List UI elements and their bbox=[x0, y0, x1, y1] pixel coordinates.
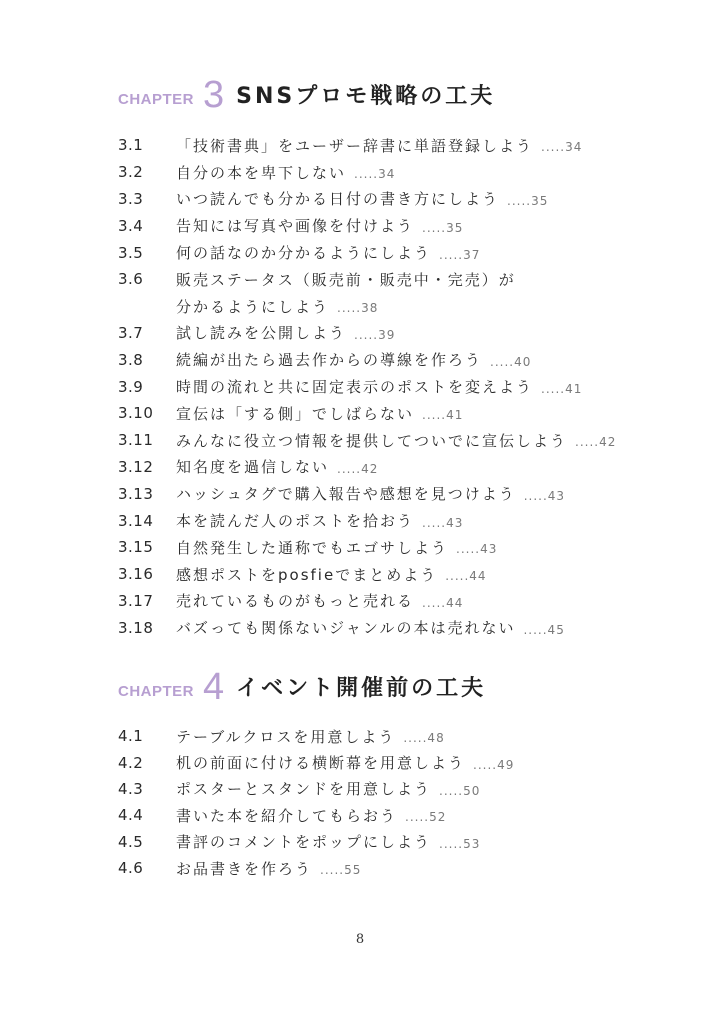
section-page: .....39 bbox=[354, 327, 396, 342]
section-number: 4.3 bbox=[118, 779, 144, 798]
section-number: 4.2 bbox=[118, 753, 144, 772]
section-number: 3.15 bbox=[118, 538, 154, 557]
section-title: 机の前面に付ける横断幕を用意しよう bbox=[176, 754, 466, 773]
chapter-label: CHAPTER bbox=[118, 683, 195, 700]
section-title: 続編が出たら過去作からの導線を作ろう bbox=[176, 351, 483, 370]
section-title: バズっても関係ないジャンルの本は売れない bbox=[176, 619, 516, 638]
section-page: .....42 bbox=[575, 435, 617, 450]
toc-entry[interactable] bbox=[118, 132, 616, 159]
section-number: 3.2 bbox=[118, 163, 144, 182]
section-title: 試し読みを公開しよう bbox=[176, 324, 347, 343]
section-title: いつ読んでも分かる日付の書き方にしよう bbox=[176, 190, 500, 209]
section-page: .....34 bbox=[541, 140, 583, 155]
section-page: .....44 bbox=[422, 595, 464, 610]
section-title: 時間の流れと共に固定表示のポストを変えよう bbox=[176, 378, 534, 397]
section-number: 3.16 bbox=[118, 565, 154, 584]
chapter-number: 3 bbox=[203, 74, 225, 116]
chapter-number: 4 bbox=[203, 666, 225, 708]
section-title: 感想ポストをposfieでまとめよう bbox=[176, 565, 438, 584]
section-number: 3.9 bbox=[118, 377, 144, 396]
toc-entry[interactable] bbox=[118, 320, 616, 347]
section-number: 3.4 bbox=[118, 216, 144, 235]
section-page: .....34 bbox=[354, 167, 396, 182]
section-title: 自分の本を卑下しない bbox=[176, 163, 347, 182]
section-title: 何の話なのか分かるようにしよう bbox=[176, 244, 432, 263]
section-page: .....37 bbox=[439, 247, 481, 262]
section-page: .....41 bbox=[422, 408, 464, 423]
toc-list bbox=[118, 132, 616, 641]
toc-entry[interactable] bbox=[118, 400, 616, 427]
toc-entry[interactable] bbox=[118, 855, 514, 881]
section-title: ハッシュタグで購入報告や感想を見つけよう bbox=[176, 485, 516, 504]
toc-entry[interactable] bbox=[118, 346, 616, 373]
section-page: .....50 bbox=[439, 783, 481, 798]
section-title: 「技術書典」をユーザー辞書に単語登録しよう bbox=[176, 136, 534, 155]
section-title: 宣伝は「する側」でしばらない bbox=[176, 404, 415, 423]
section-number: 4.5 bbox=[118, 832, 144, 851]
toc-entry[interactable] bbox=[118, 723, 514, 749]
toc-entry[interactable] bbox=[118, 239, 616, 266]
section-page: .....55 bbox=[320, 863, 362, 878]
section-title: ポスターとスタンドを用意しよう bbox=[176, 780, 432, 799]
section-number: 4.6 bbox=[118, 859, 144, 878]
section-number: 3.7 bbox=[118, 323, 144, 342]
toc-entry[interactable] bbox=[118, 802, 514, 828]
toc-entry[interactable] bbox=[118, 829, 514, 855]
section-number: 3.10 bbox=[118, 404, 154, 423]
chapter-label: CHAPTER bbox=[118, 91, 195, 108]
section-title: 販売ステータス（販売前・販売中・完売）が bbox=[176, 270, 516, 289]
section-title: みんなに役立つ情報を提供してついでに宣伝しよう bbox=[176, 431, 568, 450]
section-title: 本を読んだ人のポストを拾おう bbox=[176, 512, 415, 531]
section-page: .....38 bbox=[337, 301, 379, 316]
section-number: 3.13 bbox=[118, 484, 154, 503]
section-number: 3.14 bbox=[118, 511, 154, 530]
section-page: .....40 bbox=[490, 354, 532, 369]
section-title: お品書きを作ろう bbox=[176, 859, 313, 878]
section-page: .....43 bbox=[523, 488, 566, 503]
section-number: 4.4 bbox=[118, 806, 144, 825]
toc-list bbox=[118, 723, 514, 881]
chapter-heading bbox=[118, 74, 496, 116]
section-page: .....35 bbox=[507, 193, 549, 208]
toc-entry-continuation[interactable] bbox=[118, 293, 616, 320]
toc-entry[interactable] bbox=[118, 186, 616, 213]
section-title: 書評のコメントをポップにしよう bbox=[176, 833, 432, 852]
section-number: 3.6 bbox=[118, 270, 144, 289]
section-page: .....45 bbox=[523, 622, 565, 637]
chapter-heading bbox=[118, 666, 487, 708]
section-number: 3.5 bbox=[118, 243, 144, 262]
section-page: .....43 bbox=[456, 542, 498, 557]
section-number: 3.3 bbox=[118, 189, 144, 208]
section-title: 告知には写真や画像を付けよう bbox=[176, 217, 415, 236]
section-number: 3.17 bbox=[118, 591, 154, 610]
toc-entry[interactable] bbox=[118, 776, 514, 802]
toc-entry[interactable] bbox=[118, 588, 616, 615]
toc-entry[interactable] bbox=[118, 266, 616, 293]
section-title: 知名度を過信しない bbox=[176, 458, 330, 477]
section-number: 3.12 bbox=[118, 457, 154, 476]
section-number: 3.11 bbox=[118, 431, 154, 450]
section-number: 3.18 bbox=[118, 618, 154, 637]
section-page: .....41 bbox=[541, 381, 583, 396]
section-number: 3.1 bbox=[118, 136, 144, 155]
toc-entry[interactable] bbox=[118, 534, 616, 561]
section-page: .....48 bbox=[403, 731, 445, 746]
section-title-continued: 分かるようにしよう bbox=[176, 297, 330, 316]
chapter-title: SNSプロモ戦略の工夫 bbox=[236, 84, 496, 109]
section-page: .....53 bbox=[439, 836, 481, 851]
section-title: 自然発生した通称でもエゴサしよう bbox=[176, 538, 449, 557]
section-number: 4.1 bbox=[118, 727, 144, 746]
section-page: .....42 bbox=[337, 461, 379, 476]
toc-entry[interactable] bbox=[118, 507, 616, 534]
section-page: .....43 bbox=[422, 515, 464, 530]
page-number: 8 bbox=[355, 932, 365, 947]
toc-entry[interactable] bbox=[118, 212, 616, 239]
section-page: .....35 bbox=[422, 220, 464, 235]
section-title: テーブルクロスを用意しよう bbox=[176, 727, 396, 746]
section-page: .....44 bbox=[445, 569, 487, 584]
section-title: 書いた本を紹介してもらおう bbox=[176, 806, 398, 825]
section-title: 売れているものがもっと売れる bbox=[176, 592, 415, 611]
toc-entry[interactable] bbox=[118, 480, 616, 507]
section-page: .....49 bbox=[473, 757, 515, 772]
toc-entry[interactable] bbox=[118, 373, 616, 400]
toc-entry[interactable] bbox=[118, 561, 616, 588]
section-number: 3.8 bbox=[118, 350, 144, 369]
toc-entry[interactable] bbox=[118, 159, 616, 186]
toc-entry[interactable] bbox=[118, 614, 616, 641]
toc-entry[interactable] bbox=[118, 454, 616, 481]
section-page: .....52 bbox=[405, 810, 447, 825]
toc-entry[interactable] bbox=[118, 427, 616, 454]
chapter-title: イベント開催前の工夫 bbox=[236, 676, 487, 701]
toc-entry[interactable] bbox=[118, 749, 514, 775]
